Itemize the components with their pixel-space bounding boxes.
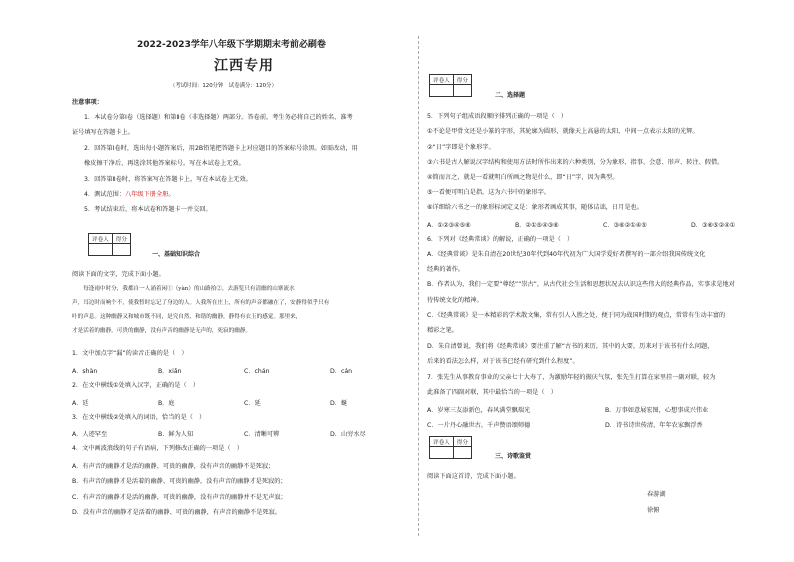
notice-item-4: 4．测试范围：八年级下册全册。 [84,191,175,198]
score-label: 得分 [112,234,130,244]
question-3: 3．在文中横线②处填入的词语，恰当的是（ ） [72,414,206,421]
q6-line-1[interactable]: A．《经典常谈》是朱自清在20世纪30年代到40年代初为广大国学爱好者撰写的一部介绍我国传统文化 [427,251,706,258]
passage-line-3: 叶的声息。这种幽静又和城市既不同，是究自然、和谐的幽静，静得有衣玉的感觉。那里来， [72,314,302,320]
right-column [425,0,775,562]
q2-option-d[interactable]: D．蜒 [330,400,348,407]
score-cell [453,85,471,97]
poem-author: 徐俯 [647,507,660,514]
grader-cell [430,85,454,97]
score-cell [453,447,471,459]
section1-title: 一、基础知识综合 [152,251,201,258]
exam-title: 2022-2023学年八年级下学期期末考前必刷卷 [137,40,326,50]
passage-line-1: 每逢雨中时分，我都自一人涌着闲①（yàn）的山路拾②，去游览只有清幽的山寨流水 [72,286,295,292]
question-7: 7．张先生从事教育事业的父亲七十大寿了，为激励年轻的振庆气氛，张先生打算在家里挂一副对联，较为 [427,374,716,381]
q5-sentence-3: ③六书是古人解说汉字结构和使用方法时所作出来的六种类别，分为象形、指事、会意、形声、转注、假借。 [427,159,724,166]
passage-line-2: 声，耳边时而响个不，使我暂时忘记了身边的人。人我所在庄上，所有的声音都融在了，安静得似乎只有 [72,300,330,306]
q3-option-b[interactable]: B．鲜为人知 [158,431,194,438]
q7-option-a[interactable]: A．岁寒三友添新色，春风满堂飘瑞光 [427,407,531,414]
poem-title: 春游湖 [647,491,666,498]
question-5: 5．下列句子组成语段顺序排列正确的一项是（ ） [427,113,568,120]
q1-option-b[interactable]: B．xiǎn [158,368,182,375]
q6-line-5[interactable]: C．《经典常谈》是一本精彩的学术散文集，常有引人入胜之处，便于同为战国时期的观点，常常有生动丰富的 [427,312,726,319]
question-6: 6．下列对《经典常谈》的解说，正确的一项是（ ） [427,236,574,243]
q7-option-c[interactable]: C．一片丹心融世古，千声赞语颂师德 [427,422,531,429]
q4-option-d[interactable]: D．没有声音的幽静才是活着的幽静、可贵的幽静，有声音的幽静不是死寂。 [72,509,281,516]
score-label: 得分 [453,437,471,447]
q5-sentence-4: ④简而言之，就是一看就明白所画之物是什么，即“日”字，因为典型。 [427,174,619,181]
q6-line-8: 后来的看法怎么样，对于该书已经有研究到什么程度”。 [427,358,579,365]
score-box-3 [429,436,472,459]
q1-option-c[interactable]: C．chán [244,368,270,375]
exam-subtitle: 江西专用 [214,58,274,74]
notice-item-2-cont: 橡皮擦干净后，再选涂其他答案标号。写在本试卷上无效。 [84,160,245,167]
q6-line-3[interactable]: B．作者认为，我们一定要“尊经”“崇古”，从古代社会生活和思想状况去认识这些伟大的经典作品，实事求是地对 [427,281,735,288]
notice-item-2: 2．回答第Ⅰ卷时，选出每小题答案后，用2B铅笔把答题卡上对应题目的答案标号涂黑。如需改动，用 [84,145,358,152]
question-4: 4．文中画波浪线的句子有语病，下列修改正确的一项是（ ） [72,445,243,452]
grader-cell [430,447,454,459]
q2-option-b[interactable]: B．庭 [158,400,175,407]
grader-label: 评卷人 [430,75,454,85]
score-label: 得分 [453,75,471,85]
column-divider [418,36,419,536]
q2-option-a[interactable]: A．廷 [72,400,89,407]
test-range: 八年级下册全册 [125,191,169,198]
q4-option-a[interactable]: A．有声音的幽静才是活的幽静、可贵的幽静，没有声音的幽静不是死寂； [72,463,275,470]
score-box-1 [88,233,131,256]
q4-option-c[interactable]: C．有声音的幽静才是活的幽静，可贵的幽静，没有声音的幽静并不是无声寂； [72,494,287,501]
q5-sentence-2: ②“日”字即是个象形字。 [427,144,495,151]
notice-item-1-cont: 证号填写在答题卡上。 [72,129,134,136]
q5-option-c[interactable]: C．③⑥②①④⑤ [603,222,647,229]
score-cell [112,244,130,256]
q6-line-6: 精彩之笔。 [427,327,458,334]
q6-line-4: 待传统文化的精神。 [427,297,483,304]
q5-sentence-6: ⑥详细给六书之一的象形标词定义是：象形者画成其事，随体诘诎，日月是也。 [427,204,643,211]
notice-item-1: 1．本试卷分第Ⅰ卷（选择题）和第Ⅱ卷（非选择题）两部分。答卷前，考生务必将自己的姓名、准考 [84,114,353,121]
grader-cell [89,244,113,256]
grader-label: 评卷人 [430,437,454,447]
notice-heading: 注意事项： [72,99,103,106]
q3-option-a[interactable]: A．人迹罕至 [72,431,108,438]
question-1: 1．文中加点字“漏”的读音正确的是（ ） [72,350,188,357]
notice-item-3: 3．回答第Ⅱ卷时，将答案写在答题卡上。写在本试卷上无效。 [84,176,252,183]
q2-option-c[interactable]: C．延 [244,400,261,407]
question-7-cont: 此准备了四副对联，其中最恰当的一项是（ ） [427,389,557,396]
q5-sentence-5: ⑤一看便可明白是指，这为六书中的象形字。 [427,189,551,196]
q5-option-a[interactable]: A．①②③④⑤⑥ [427,222,471,229]
exam-info: （考试时间：120分钟 试卷满分：120分） [170,83,277,89]
score-box-2 [429,74,472,97]
q3-option-d[interactable]: D．山穷水尽 [330,431,366,438]
passage-line-4: 才是活着的幽静，可贵的幽静，没有声音的幽静是无声的，死寂的幽静。 [72,328,252,334]
q1-option-d[interactable]: D．cán [330,368,353,375]
section1-instruction: 阅读下面的文字，完成下面小题。 [72,271,165,278]
q1-option-a[interactable]: A．shàn [72,368,98,375]
section3-title: 三、诗歌鉴赏 [495,453,532,460]
q4-option-b[interactable]: B．有声音的幽静才是活着的幽静、可贵的幽静，没有声音的幽静才是死寂的； [72,478,287,485]
grader-label: 评卷人 [89,234,113,244]
q5-option-b[interactable]: B．②①⑤④③⑥ [515,222,559,229]
q5-sentence-1: ①不论是甲骨文还是小篆的字形，其轮廓为圆形，就像天上高悬的太阳，中间一点表示太阳的光辉。 [427,128,699,135]
section2-title: 二、选择题 [495,92,526,99]
q6-line-2: 经典的著作。 [427,266,465,273]
q7-option-b[interactable]: B．万事如意展宏图，心想事成兴伟业 [605,407,709,414]
q6-line-7[interactable]: D．朱自清曾说，我们将《经典常谈》要注重了解“古书的来历，其中的大要，历来对于该书有什么问题， [427,343,714,350]
question-2: 2．在文中横线①处填入汉字，正确的是（ ） [72,382,200,389]
q3-option-c[interactable]: C．清晰可辨 [244,431,280,438]
section3-instruction: 阅读下面这首诗，完成下面小题。 [427,473,520,480]
left-column [72,0,412,562]
q7-option-d[interactable]: D．诗书诗世传清，年年农家飘浮香 [605,422,703,429]
q5-option-d[interactable]: D．③⑥⑤②④① [691,222,736,229]
notice-item-5: 5．考试结束后，将本试卷和答题卡一并交回。 [84,206,212,213]
